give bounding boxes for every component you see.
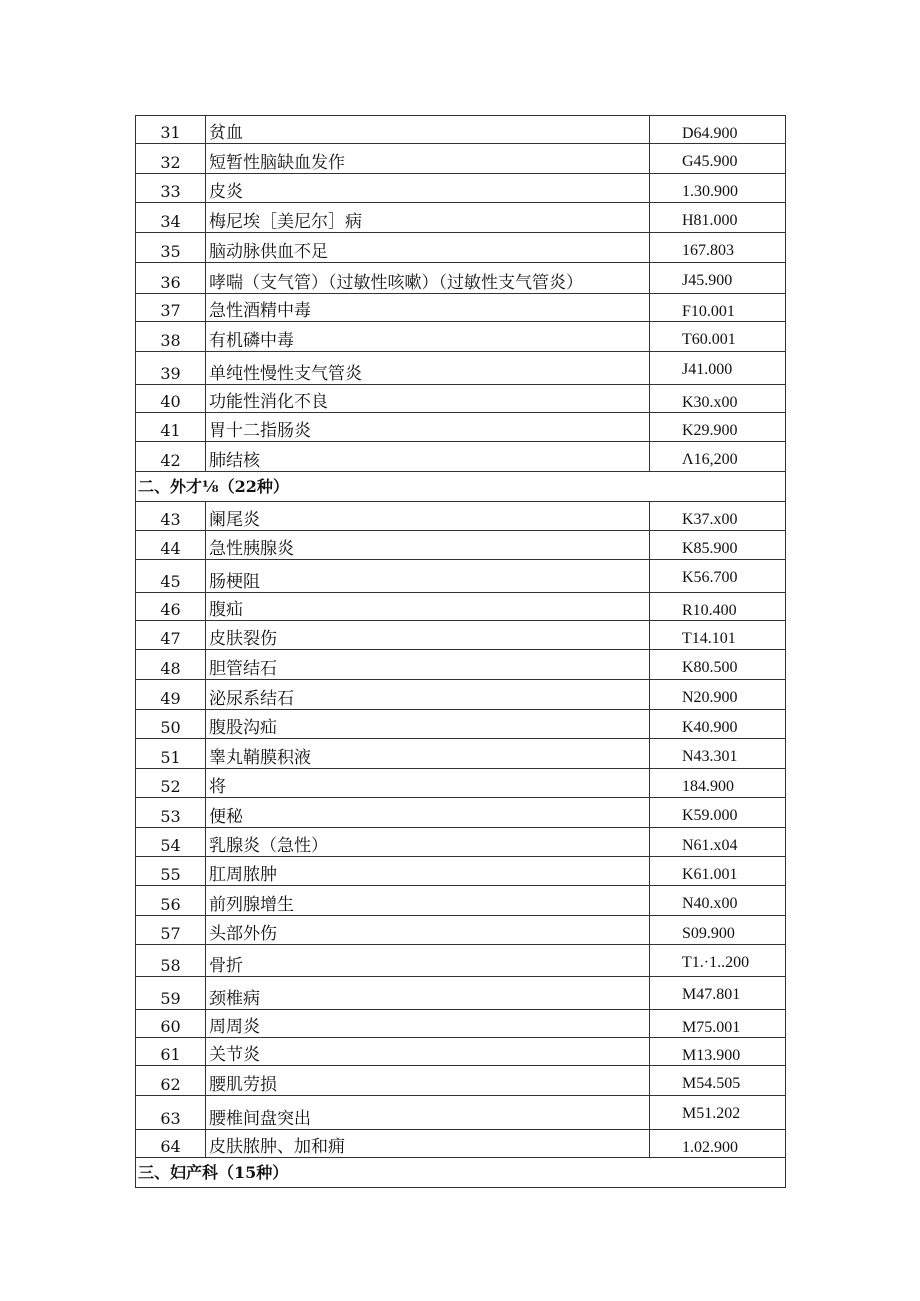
table-row bbox=[136, 442, 786, 472]
row-number: 39 bbox=[136, 352, 206, 385]
table-row bbox=[136, 593, 786, 621]
table-row bbox=[136, 502, 786, 531]
row-number: 43 bbox=[136, 502, 206, 531]
row-number: 41 bbox=[136, 413, 206, 442]
disease-name: 贫血 bbox=[206, 116, 650, 144]
table-row bbox=[136, 828, 786, 857]
table-row bbox=[136, 1096, 786, 1130]
table-row bbox=[136, 116, 786, 144]
table-row bbox=[136, 977, 786, 1010]
disease-name: 梅尼埃［美尼尔］病 bbox=[206, 203, 650, 233]
table-row bbox=[136, 650, 786, 680]
row-number: 33 bbox=[136, 174, 206, 203]
row-number: 60 bbox=[136, 1010, 206, 1038]
table-row bbox=[136, 621, 786, 650]
section-header-row bbox=[136, 472, 786, 502]
disease-name: 胃十二指肠炎 bbox=[206, 413, 650, 442]
row-number: 63 bbox=[136, 1096, 206, 1130]
table-row bbox=[136, 769, 786, 798]
icd-code: K56.700 bbox=[650, 560, 786, 593]
table-row bbox=[136, 857, 786, 886]
disease-name: 周周炎 bbox=[206, 1010, 650, 1038]
disease-name: 急性酒精中毒 bbox=[206, 294, 650, 322]
icd-code: K61.001 bbox=[650, 857, 786, 886]
table-row bbox=[136, 1038, 786, 1066]
row-number: 44 bbox=[136, 531, 206, 560]
table-row bbox=[136, 560, 786, 593]
table-row bbox=[136, 233, 786, 263]
row-number: 58 bbox=[136, 945, 206, 977]
disease-name: 皮肤裂伤 bbox=[206, 621, 650, 650]
row-number: 36 bbox=[136, 263, 206, 294]
table-row bbox=[136, 322, 786, 352]
row-number: 55 bbox=[136, 857, 206, 886]
row-number: 56 bbox=[136, 886, 206, 916]
row-number: 31 bbox=[136, 116, 206, 144]
row-number: 34 bbox=[136, 203, 206, 233]
row-number: 47 bbox=[136, 621, 206, 650]
disease-name: 肠梗阻 bbox=[206, 560, 650, 593]
row-number: 32 bbox=[136, 144, 206, 174]
icd-code: M47.801 bbox=[650, 977, 786, 1010]
disease-name: 腰肌劳损 bbox=[206, 1066, 650, 1096]
disease-name: 功能性消化不良 bbox=[206, 385, 650, 413]
icd-code: K30.x00 bbox=[650, 385, 786, 413]
icd-code: D64.900 bbox=[650, 116, 786, 144]
disease-name: 便秘 bbox=[206, 798, 650, 828]
disease-name: 骨折 bbox=[206, 945, 650, 977]
table-row bbox=[136, 798, 786, 828]
row-number: 40 bbox=[136, 385, 206, 413]
table-row bbox=[136, 174, 786, 203]
icd-code: T1.·1..200 bbox=[650, 945, 786, 977]
disease-name: 腹疝 bbox=[206, 593, 650, 621]
icd-code: M54.505 bbox=[650, 1066, 786, 1096]
icd-code: 1.02.900 bbox=[650, 1130, 786, 1158]
disease-name: 单纯性慢性支气管炎 bbox=[206, 352, 650, 385]
icd-code: K29.900 bbox=[650, 413, 786, 442]
icd-code: S09.900 bbox=[650, 916, 786, 945]
icd-code: 184.900 bbox=[650, 769, 786, 798]
table-row bbox=[136, 739, 786, 769]
icd-code: M51.202 bbox=[650, 1096, 786, 1130]
disease-name: 颈椎病 bbox=[206, 977, 650, 1010]
table-row bbox=[136, 263, 786, 294]
disease-name: 肛周脓肿 bbox=[206, 857, 650, 886]
disease-name: 关节炎 bbox=[206, 1038, 650, 1066]
icd-code: J45.900 bbox=[650, 263, 786, 294]
row-number: 59 bbox=[136, 977, 206, 1010]
table-row bbox=[136, 531, 786, 560]
row-number: 61 bbox=[136, 1038, 206, 1066]
icd-code: R10.400 bbox=[650, 593, 786, 621]
icd-code: J41.000 bbox=[650, 352, 786, 385]
row-number: 38 bbox=[136, 322, 206, 352]
icd-code: 1.30.900 bbox=[650, 174, 786, 203]
row-number: 52 bbox=[136, 769, 206, 798]
row-number: 35 bbox=[136, 233, 206, 263]
row-number: 42 bbox=[136, 442, 206, 472]
row-number: 37 bbox=[136, 294, 206, 322]
disease-name: 腰椎间盘突出 bbox=[206, 1096, 650, 1130]
row-number: 53 bbox=[136, 798, 206, 828]
row-number: 49 bbox=[136, 680, 206, 710]
table-row bbox=[136, 945, 786, 977]
table-row bbox=[136, 916, 786, 945]
section-header-row bbox=[136, 1158, 786, 1188]
disease-name: 腹股沟疝 bbox=[206, 710, 650, 739]
icd-code: N43.301 bbox=[650, 739, 786, 769]
row-number: 54 bbox=[136, 828, 206, 857]
section-title: 三、妇产科（15种） bbox=[136, 1158, 786, 1188]
icd-code: M75.001 bbox=[650, 1010, 786, 1038]
icd-code: K85.900 bbox=[650, 531, 786, 560]
table-body bbox=[136, 116, 786, 1188]
icd-code: T60.001 bbox=[650, 322, 786, 352]
row-number: 46 bbox=[136, 593, 206, 621]
disease-code-table bbox=[135, 115, 786, 1188]
icd-code: K37.x00 bbox=[650, 502, 786, 531]
icd-code: Λ16,200 bbox=[650, 442, 786, 472]
disease-name: 短暂性脑缺血发作 bbox=[206, 144, 650, 174]
disease-name: 有机磷中毒 bbox=[206, 322, 650, 352]
disease-name: 胆管结石 bbox=[206, 650, 650, 680]
icd-code: T14.101 bbox=[650, 621, 786, 650]
disease-name: 睾丸鞘膜积液 bbox=[206, 739, 650, 769]
table-row bbox=[136, 144, 786, 174]
table-row bbox=[136, 680, 786, 710]
disease-name: 肺结核 bbox=[206, 442, 650, 472]
row-number: 62 bbox=[136, 1066, 206, 1096]
icd-code: K40.900 bbox=[650, 710, 786, 739]
table-row bbox=[136, 886, 786, 916]
table-row bbox=[136, 710, 786, 739]
table-row bbox=[136, 352, 786, 385]
table-row bbox=[136, 294, 786, 322]
icd-code: 167.803 bbox=[650, 233, 786, 263]
disease-name: 头部外伤 bbox=[206, 916, 650, 945]
disease-name: 急性胰腺炎 bbox=[206, 531, 650, 560]
icd-code: N40.x00 bbox=[650, 886, 786, 916]
table-row bbox=[136, 413, 786, 442]
table-row bbox=[136, 1130, 786, 1158]
table-row bbox=[136, 203, 786, 233]
disease-name: 皮炎 bbox=[206, 174, 650, 203]
icd-code: K80.500 bbox=[650, 650, 786, 680]
row-number: 45 bbox=[136, 560, 206, 593]
row-number: 64 bbox=[136, 1130, 206, 1158]
table-row bbox=[136, 1010, 786, 1038]
table-row bbox=[136, 385, 786, 413]
disease-name: 泌尿系结石 bbox=[206, 680, 650, 710]
row-number: 57 bbox=[136, 916, 206, 945]
disease-name: 将 bbox=[206, 769, 650, 798]
icd-code: N20.900 bbox=[650, 680, 786, 710]
icd-code: M13.900 bbox=[650, 1038, 786, 1066]
icd-code: F10.001 bbox=[650, 294, 786, 322]
disease-name: 哮喘（支气管）（过敏性咳嗽）（过敏性支气管炎） bbox=[206, 263, 650, 294]
row-number: 51 bbox=[136, 739, 206, 769]
disease-name: 皮肤脓肿、加和痈 bbox=[206, 1130, 650, 1158]
section-title: 二、外才⅛（22种） bbox=[136, 472, 786, 502]
table-row bbox=[136, 1066, 786, 1096]
row-number: 50 bbox=[136, 710, 206, 739]
icd-code: G45.900 bbox=[650, 144, 786, 174]
icd-code: K59.000 bbox=[650, 798, 786, 828]
disease-name: 前列腺增生 bbox=[206, 886, 650, 916]
disease-name: 乳腺炎（急性） bbox=[206, 828, 650, 857]
disease-name: 脑动脉供血不足 bbox=[206, 233, 650, 263]
row-number: 48 bbox=[136, 650, 206, 680]
icd-code: H81.000 bbox=[650, 203, 786, 233]
icd-code: N61.x04 bbox=[650, 828, 786, 857]
disease-name: 阑尾炎 bbox=[206, 502, 650, 531]
